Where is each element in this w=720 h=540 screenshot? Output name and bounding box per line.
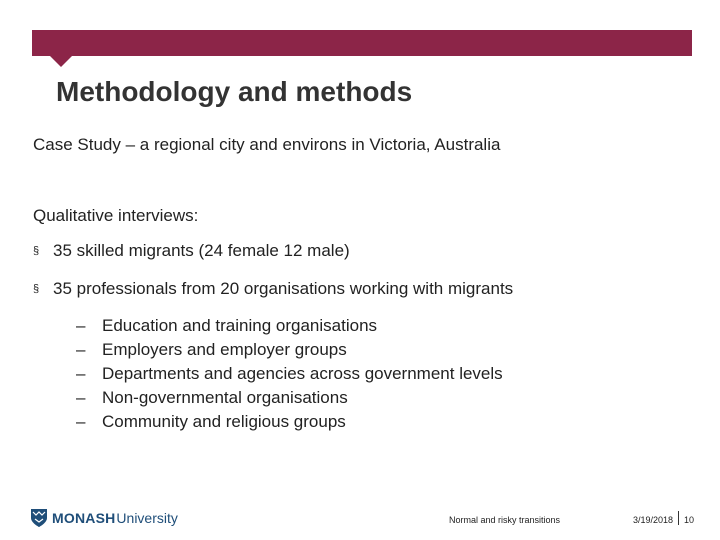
section-label: Qualitative interviews: [33,206,199,225]
sub-bullet-text: Education and training organisations [102,316,378,335]
dash-mark: – [76,340,86,359]
logo-university: University [116,510,178,526]
sub-bullet-item [76,386,503,410]
bullet-item-1 [33,241,350,261]
bullet-text: 35 professionals from 20 organisations working with migrants [53,279,514,298]
sub-bullet-text: Community and religious groups [102,412,346,431]
bullet-item-2 [33,279,513,299]
bullet-mark: § [33,283,40,295]
sub-bullet-text: Departments and agencies across government levels [102,364,503,383]
bullet-mark: § [33,245,40,257]
dash-mark: – [76,316,86,335]
dash-mark: – [76,388,86,407]
dash-mark: – [76,364,86,383]
sub-bullet-list [76,314,503,434]
shield-icon [30,508,48,528]
sub-bullet-item [76,410,503,434]
header-banner [32,30,692,56]
footer-date: 3/19/2018 [633,515,674,525]
monash-logo [30,508,178,528]
page-number: 10 [684,515,695,525]
dash-mark: – [76,412,86,431]
bullet-text: 35 skilled migrants (24 female 12 male) [53,241,350,260]
sub-bullet-text: Non-governmental organisations [102,388,348,407]
sub-bullet-item [76,338,503,362]
logo-monash: MONASH [52,510,116,526]
sub-bullet-text: Employers and employer groups [102,340,347,359]
slide-subtitle: Case Study – a regional city and environs in Victoria, Australia [33,135,501,154]
footer-center-text: Normal and risky transitions [449,515,561,525]
footer-divider [678,511,679,525]
slide-title: Methodology and methods [56,76,413,107]
sub-bullet-item [76,362,503,386]
sub-bullet-item [76,314,503,338]
banner-notch [50,56,72,67]
